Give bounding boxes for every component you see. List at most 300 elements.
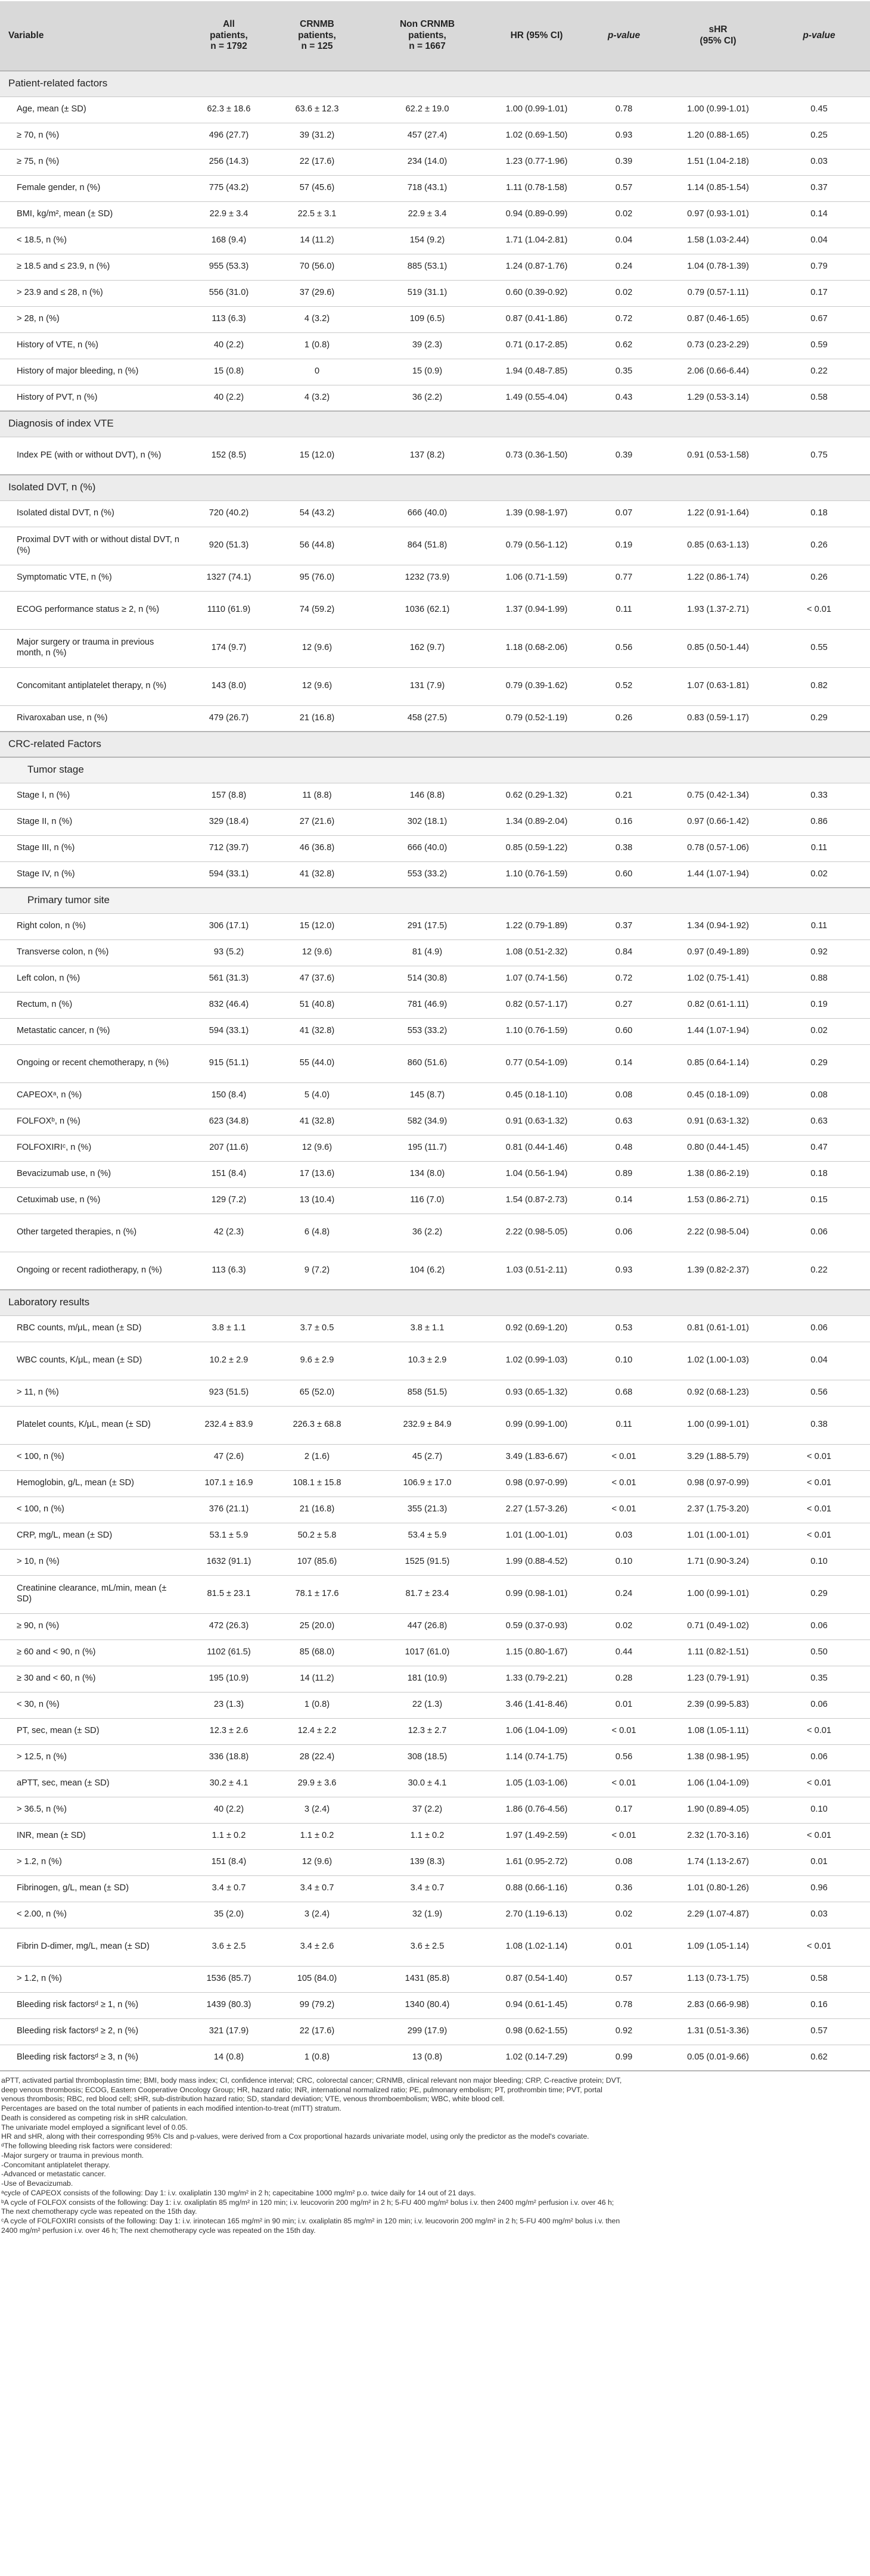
cell-p-value: 0.84 (580, 939, 668, 966)
footnote-line: -Advanced or metastatic cancer. (1, 2170, 106, 2179)
header-all-patients (185, 1, 273, 71)
header-line: Non CRNMB (399, 18, 455, 29)
cell-p-value-shr: 0.16 (768, 1992, 870, 2018)
cell-shr: 1.00 (0.99-1.01) (668, 1406, 768, 1444)
row-label: Metastatic cancer, n (%) (0, 1018, 185, 1044)
cell-crnmb: 1 (0.8) (273, 2045, 361, 2071)
cell-p-value-shr: 0.04 (768, 1342, 870, 1380)
cell-hr: 0.62 (0.29-1.32) (493, 783, 580, 809)
cell-crnmb: 11 (8.8) (273, 783, 361, 809)
cell-p-value: 0.08 (580, 1849, 668, 1875)
cell-crnmb: 3.7 ± 0.5 (273, 1315, 361, 1342)
cell-all-patients: 42 (2.3) (185, 1214, 273, 1252)
table-row (0, 1744, 870, 1771)
cell-all-patients: 3.8 ± 1.1 (185, 1315, 273, 1342)
cell-shr: 1.29 (0.53-3.14) (668, 385, 768, 411)
cell-all-patients: 1632 (91.1) (185, 1549, 273, 1575)
cell-all-patients: 623 (34.8) (185, 1109, 273, 1135)
table-row (0, 1575, 870, 1613)
cell-p-value: 0.10 (580, 1549, 668, 1575)
cell-non-crnmb: 355 (21.3) (361, 1497, 493, 1523)
cell-hr: 0.94 (0.61-1.45) (493, 1992, 580, 2018)
cell-shr: 1.31 (0.51-3.36) (668, 2018, 768, 2045)
cell-p-value-shr: 0.45 (768, 97, 870, 123)
cell-crnmb: 12 (9.6) (273, 1849, 361, 1875)
table-row (0, 175, 870, 201)
cell-shr: 1.01 (1.00-1.01) (668, 1523, 768, 1549)
table-row (0, 500, 870, 527)
cell-p-value: 0.52 (580, 667, 668, 705)
cell-p-value: 0.01 (580, 1928, 668, 1966)
cell-all-patients: 157 (8.8) (185, 783, 273, 809)
row-label: ≥ 75, n (%) (0, 149, 185, 175)
table-row (0, 228, 870, 254)
row-label: Creatinine clearance, mL/min, mean (± SD) (0, 1575, 185, 1613)
cell-hr: 0.98 (0.62-1.55) (493, 2018, 580, 2045)
cell-p-value: 0.07 (580, 500, 668, 527)
row-label: ECOG performance status ≥ 2, n (%) (0, 591, 185, 629)
cell-all-patients: 10.2 ± 2.9 (185, 1342, 273, 1380)
header-line: CRNMB (300, 18, 334, 29)
cell-shr: 0.73 (0.23-2.29) (668, 332, 768, 359)
cell-hr: 1.05 (1.03-1.06) (493, 1771, 580, 1797)
cell-crnmb: 21 (16.8) (273, 705, 361, 732)
cell-crnmb: 12 (9.6) (273, 629, 361, 667)
cell-p-value: 0.37 (580, 913, 668, 939)
header-p-value-shr (768, 1, 870, 71)
cell-p-value: 0.02 (580, 1902, 668, 1928)
cell-p-value: 0.56 (580, 629, 668, 667)
cell-p-value: 0.38 (580, 835, 668, 861)
cell-p-value-shr: 0.26 (768, 527, 870, 565)
cell-shr: 2.22 (0.98-5.04) (668, 1214, 768, 1252)
cell-non-crnmb: 291 (17.5) (361, 913, 493, 939)
header-line: sHR (709, 24, 728, 35)
cell-hr: 1.08 (1.02-1.14) (493, 1928, 580, 1966)
cell-shr: 1.38 (0.98-1.95) (668, 1744, 768, 1771)
cell-hr: 1.08 (0.51-2.32) (493, 939, 580, 966)
cell-hr: 0.45 (0.18-1.10) (493, 1082, 580, 1109)
cell-p-value: < 0.01 (580, 1470, 668, 1497)
cell-all-patients: 143 (8.0) (185, 667, 273, 705)
row-label: Left colon, n (%) (0, 966, 185, 992)
footnote-line: ᵃcycle of CAPEOX consists of the following: Day 1: i.v. oxaliplatin 130 mg/m² in 2 h; capecitabine 1000 mg/m² p.o. twice daily for 14 out of 21 days. (1, 2188, 476, 2197)
cell-crnmb: 12 (9.6) (273, 1135, 361, 1161)
cell-all-patients: 15 (0.8) (185, 359, 273, 385)
cell-non-crnmb: 181 (10.9) (361, 1666, 493, 1692)
cell-crnmb: 3 (2.4) (273, 1902, 361, 1928)
table-row (0, 1797, 870, 1823)
cell-shr: 0.78 (0.57-1.06) (668, 835, 768, 861)
table-row (0, 1018, 870, 1044)
cell-crnmb: 54 (43.2) (273, 500, 361, 527)
cell-p-value-shr: < 0.01 (768, 1470, 870, 1497)
table-row (0, 966, 870, 992)
cell-crnmb: 12 (9.6) (273, 667, 361, 705)
row-label: INR, mean (± SD) (0, 1823, 185, 1849)
table-row (0, 1966, 870, 1992)
cell-shr: 1.01 (0.80-1.26) (668, 1875, 768, 1902)
row-label: Stage I, n (%) (0, 783, 185, 809)
cell-all-patients: 47 (2.6) (185, 1444, 273, 1470)
cell-p-value: 0.53 (580, 1315, 668, 1342)
cell-p-value: 0.14 (580, 1187, 668, 1214)
cell-p-value-shr: 0.59 (768, 332, 870, 359)
cell-all-patients: 720 (40.2) (185, 500, 273, 527)
cell-hr: 1.00 (0.99-1.01) (493, 97, 580, 123)
cell-shr: 1.20 (0.88-1.65) (668, 123, 768, 149)
row-label: Bleeding risk factorsᵈ ≥ 3, n (%) (0, 2045, 185, 2071)
cell-p-value-shr: 0.17 (768, 280, 870, 306)
cell-crnmb: 25 (20.0) (273, 1613, 361, 1639)
cell-hr: 0.81 (0.44-1.46) (493, 1135, 580, 1161)
cell-shr: 1.38 (0.86-2.19) (668, 1161, 768, 1187)
table-row (0, 2045, 870, 2071)
cell-crnmb: 12.4 ± 2.2 (273, 1718, 361, 1744)
row-label: < 100, n (%) (0, 1497, 185, 1523)
cell-crnmb: 63.6 ± 12.3 (273, 97, 361, 123)
cell-hr: 0.71 (0.17-2.85) (493, 332, 580, 359)
cell-all-patients: 472 (26.3) (185, 1613, 273, 1639)
row-label: FOLFOXᵇ, n (%) (0, 1109, 185, 1135)
cell-non-crnmb: 146 (8.8) (361, 783, 493, 809)
cell-crnmb: 2 (1.6) (273, 1444, 361, 1470)
cell-crnmb: 107 (85.6) (273, 1549, 361, 1575)
cell-crnmb: 15 (12.0) (273, 913, 361, 939)
cell-hr: 1.24 (0.87-1.76) (493, 254, 580, 280)
cell-crnmb: 17 (13.6) (273, 1161, 361, 1187)
cell-all-patients: 23 (1.3) (185, 1692, 273, 1718)
cell-all-patients: 22.9 ± 3.4 (185, 201, 273, 228)
cell-non-crnmb: 447 (26.8) (361, 1613, 493, 1639)
cell-non-crnmb: 234 (14.0) (361, 149, 493, 175)
cell-p-value-shr: 0.63 (768, 1109, 870, 1135)
row-label: Rectum, n (%) (0, 992, 185, 1018)
cell-all-patients: 496 (27.7) (185, 123, 273, 149)
cell-p-value-shr: 0.06 (768, 1613, 870, 1639)
cell-p-value: 0.68 (580, 1380, 668, 1406)
cell-non-crnmb: 32 (1.9) (361, 1902, 493, 1928)
cell-p-value: 0.08 (580, 1082, 668, 1109)
cell-hr: 0.87 (0.41-1.86) (493, 306, 580, 332)
cell-crnmb: 57 (45.6) (273, 175, 361, 201)
cell-p-value-shr: 0.56 (768, 1380, 870, 1406)
cell-p-value-shr: 0.08 (768, 1082, 870, 1109)
row-label: Ongoing or recent chemotherapy, n (%) (0, 1044, 185, 1082)
cell-crnmb: 74 (59.2) (273, 591, 361, 629)
cell-non-crnmb: 45 (2.7) (361, 1444, 493, 1470)
cell-crnmb: 27 (21.6) (273, 809, 361, 835)
row-label: Symptomatic VTE, n (%) (0, 565, 185, 591)
cell-p-value-shr: 0.58 (768, 1966, 870, 1992)
cell-non-crnmb: 3.6 ± 2.5 (361, 1928, 493, 1966)
cell-hr: 2.27 (1.57-3.26) (493, 1497, 580, 1523)
cell-non-crnmb: 36 (2.2) (361, 385, 493, 411)
cell-non-crnmb: 860 (51.6) (361, 1044, 493, 1082)
cell-all-patients: 151 (8.4) (185, 1161, 273, 1187)
cell-hr: 1.22 (0.79-1.89) (493, 913, 580, 939)
cell-p-value: 0.93 (580, 1252, 668, 1290)
row-label: > 10, n (%) (0, 1549, 185, 1575)
table-row (0, 306, 870, 332)
cell-shr: 1.71 (0.90-3.24) (668, 1549, 768, 1575)
cell-all-patients: 14 (0.8) (185, 2045, 273, 2071)
cell-non-crnmb: 62.2 ± 19.0 (361, 97, 493, 123)
cell-non-crnmb: 3.4 ± 0.7 (361, 1875, 493, 1902)
header-shr (668, 1, 768, 71)
cell-shr: 0.98 (0.97-0.99) (668, 1470, 768, 1497)
cell-hr: 1.39 (0.98-1.97) (493, 500, 580, 527)
cell-p-value-shr: 0.06 (768, 1214, 870, 1252)
cell-all-patients: 113 (6.3) (185, 1252, 273, 1290)
cell-p-value-shr: < 0.01 (768, 1444, 870, 1470)
cell-shr: 0.82 (0.61-1.11) (668, 992, 768, 1018)
cell-p-value: 0.43 (580, 385, 668, 411)
cell-crnmb: 6 (4.8) (273, 1214, 361, 1252)
cell-p-value-shr: 0.96 (768, 1875, 870, 1902)
row-label: Index PE (with or without DVT), n (%) (0, 437, 185, 475)
cell-p-value-shr: 0.01 (768, 1849, 870, 1875)
cell-p-value-shr: 0.11 (768, 835, 870, 861)
cell-all-patients: 35 (2.0) (185, 1902, 273, 1928)
table-row (0, 913, 870, 939)
cell-hr: 0.82 (0.57-1.17) (493, 992, 580, 1018)
cell-hr: 0.94 (0.89-0.99) (493, 201, 580, 228)
cell-p-value-shr: 0.22 (768, 1252, 870, 1290)
cell-p-value-shr: 0.29 (768, 1044, 870, 1082)
cell-shr: 0.87 (0.46-1.65) (668, 306, 768, 332)
row-label: ≥ 70, n (%) (0, 123, 185, 149)
cell-all-patients: 329 (18.4) (185, 809, 273, 835)
cell-crnmb: 108.1 ± 15.8 (273, 1470, 361, 1497)
cell-p-value-shr: < 0.01 (768, 1718, 870, 1744)
cell-all-patients: 561 (31.3) (185, 966, 273, 992)
cell-crnmb: 51 (40.8) (273, 992, 361, 1018)
cell-hr: 1.02 (0.99-1.03) (493, 1342, 580, 1380)
cell-shr: 1.02 (1.00-1.03) (668, 1342, 768, 1380)
cell-shr: 1.90 (0.89-4.05) (668, 1797, 768, 1823)
cell-p-value-shr: 0.57 (768, 2018, 870, 2045)
cell-non-crnmb: 458 (27.5) (361, 705, 493, 732)
cell-non-crnmb: 15 (0.9) (361, 359, 493, 385)
cell-p-value: 0.57 (580, 1966, 668, 1992)
cell-hr: 1.03 (0.51-2.11) (493, 1252, 580, 1290)
row-label: FOLFOXIRIᶜ, n (%) (0, 1135, 185, 1161)
cell-non-crnmb: 131 (7.9) (361, 667, 493, 705)
cell-shr: 1.14 (0.85-1.54) (668, 175, 768, 201)
table-row (0, 1992, 870, 2018)
table-row (0, 1902, 870, 1928)
header-line: p-value (607, 30, 641, 41)
footnote-line: HR and sHR, along with their corresponding 95% CIs and p-values, were derived from a Cox proportional hazards univariate model, using only the predictor as the model's covariate. (1, 2132, 589, 2141)
cell-p-value: 0.11 (580, 1406, 668, 1444)
cell-shr: 1.93 (1.37-2.71) (668, 591, 768, 629)
table-row (0, 1928, 870, 1966)
cell-hr: 3.46 (1.41-8.46) (493, 1692, 580, 1718)
cell-non-crnmb: 12.3 ± 2.7 (361, 1718, 493, 1744)
cell-p-value-shr: 0.06 (768, 1744, 870, 1771)
table-row (0, 992, 870, 1018)
cell-hr: 0.87 (0.54-1.40) (493, 1966, 580, 1992)
table-row (0, 2018, 870, 2045)
cell-p-value: 0.48 (580, 1135, 668, 1161)
cell-hr: 1.23 (0.77-1.96) (493, 149, 580, 175)
cell-p-value-shr: 0.11 (768, 913, 870, 939)
cell-p-value-shr: 0.29 (768, 1575, 870, 1613)
row-label: Major surgery or trauma in previous month, n (%) (0, 629, 185, 667)
cell-hr: 0.85 (0.59-1.22) (493, 835, 580, 861)
cell-hr: 1.86 (0.76-4.56) (493, 1797, 580, 1823)
table-row (0, 1692, 870, 1718)
cell-p-value-shr: 0.25 (768, 123, 870, 149)
footnote-line: ᶜA cycle of FOLFOXIRI consists of the following: Day 1: i.v. irinotecan 165 mg/m² in 90 min; i.v. oxaliplatin 85 mg/m² in 120 min; i.v. leucovorin 200 mg/m² in 2 h; 5-FU 400 mg/m² bolus i.v. then (1, 2217, 620, 2226)
header-line: n = 1667 (409, 41, 446, 52)
table-row (0, 1135, 870, 1161)
footnote-line: -Concomitant antiplatelet therapy. (1, 2160, 110, 2169)
row-label: > 36.5, n (%) (0, 1797, 185, 1823)
cell-crnmb: 37 (29.6) (273, 280, 361, 306)
row-label: > 1.2, n (%) (0, 1849, 185, 1875)
cell-hr: 3.49 (1.83-6.67) (493, 1444, 580, 1470)
section-header-row (0, 71, 870, 97)
cell-p-value: 0.01 (580, 1692, 668, 1718)
row-label: < 30, n (%) (0, 1692, 185, 1718)
row-label: Transverse colon, n (%) (0, 939, 185, 966)
cell-crnmb: 1 (0.8) (273, 1692, 361, 1718)
cell-all-patients: 556 (31.0) (185, 280, 273, 306)
cell-hr: 0.99 (0.99-1.00) (493, 1406, 580, 1444)
cell-shr: 1.07 (0.63-1.81) (668, 667, 768, 705)
cell-non-crnmb: 885 (53.1) (361, 254, 493, 280)
cell-p-value: < 0.01 (580, 1497, 668, 1523)
table-row (0, 1613, 870, 1639)
cell-p-value-shr: 0.15 (768, 1187, 870, 1214)
row-label: History of VTE, n (%) (0, 332, 185, 359)
cell-p-value: 0.39 (580, 149, 668, 175)
table-row (0, 1044, 870, 1082)
cell-non-crnmb: 457 (27.4) (361, 123, 493, 149)
cell-p-value-shr: 0.18 (768, 500, 870, 527)
cell-shr: 1.39 (0.82-2.37) (668, 1252, 768, 1290)
table-row (0, 591, 870, 629)
header-line: n = 1792 (210, 41, 247, 52)
cell-crnmb: 78.1 ± 17.6 (273, 1575, 361, 1613)
cell-shr: 0.97 (0.93-1.01) (668, 201, 768, 228)
cell-p-value: 0.78 (580, 97, 668, 123)
footnote-line: aPTT, activated partial thromboplastin time; BMI, body mass index; CI, confidence interval; CRC, colorectal cancer; CRNMB, clinical relevant non major bleeding; CRP, C-reactive protein; DVT, (1, 2076, 622, 2085)
cell-non-crnmb: 864 (51.8) (361, 527, 493, 565)
cell-non-crnmb: 13 (0.8) (361, 2045, 493, 2071)
cell-non-crnmb: 154 (9.2) (361, 228, 493, 254)
cell-p-value: 0.27 (580, 992, 668, 1018)
table-row (0, 1315, 870, 1342)
cell-all-patients: 152 (8.5) (185, 437, 273, 475)
cell-crnmb: 226.3 ± 68.8 (273, 1406, 361, 1444)
cell-non-crnmb: 53.4 ± 5.9 (361, 1523, 493, 1549)
section-title: CRC-related Factors (0, 732, 870, 757)
cell-crnmb: 12 (9.6) (273, 939, 361, 966)
cell-crnmb: 3 (2.4) (273, 1797, 361, 1823)
cell-crnmb: 22 (17.6) (273, 149, 361, 175)
cell-non-crnmb: 1431 (85.8) (361, 1966, 493, 1992)
row-label: ≥ 60 and < 90, n (%) (0, 1639, 185, 1666)
cell-p-value-shr: 0.02 (768, 1018, 870, 1044)
table-row (0, 667, 870, 705)
cell-all-patients: 232.4 ± 83.9 (185, 1406, 273, 1444)
cell-shr: 1.02 (0.75-1.41) (668, 966, 768, 992)
cell-all-patients: 150 (8.4) (185, 1082, 273, 1109)
cell-p-value-shr: 0.86 (768, 809, 870, 835)
table-row (0, 629, 870, 667)
table-row (0, 1214, 870, 1252)
cell-non-crnmb: 109 (6.5) (361, 306, 493, 332)
row-label: < 18.5, n (%) (0, 228, 185, 254)
subsection-title: Tumor stage (0, 757, 870, 783)
cell-p-value: 0.26 (580, 705, 668, 732)
footnote-line: Death is considered as competing risk in sHR calculation. (1, 2113, 188, 2122)
cell-shr: 0.85 (0.64-1.14) (668, 1044, 768, 1082)
cell-crnmb: 5 (4.0) (273, 1082, 361, 1109)
cell-shr: 0.83 (0.59-1.17) (668, 705, 768, 732)
cell-p-value: 0.63 (580, 1109, 668, 1135)
cell-all-patients: 3.4 ± 0.7 (185, 1875, 273, 1902)
row-label: aPTT, sec, mean (± SD) (0, 1771, 185, 1797)
table-row (0, 705, 870, 732)
footnote-line: 2400 mg/m² perfusion i.v. over 46 h; The next chemotherapy cycle was repeated on the 15th day. (1, 2226, 316, 2235)
cell-non-crnmb: 553 (33.2) (361, 861, 493, 888)
cell-crnmb: 70 (56.0) (273, 254, 361, 280)
cell-p-value-shr: 0.67 (768, 306, 870, 332)
cell-shr: 1.04 (0.78-1.39) (668, 254, 768, 280)
cell-non-crnmb: 299 (17.9) (361, 2018, 493, 2045)
header-line: patients, (210, 30, 248, 41)
table-row (0, 1771, 870, 1797)
row-label: Fibrinogen, g/L, mean (± SD) (0, 1875, 185, 1902)
cell-hr: 1.14 (0.74-1.75) (493, 1744, 580, 1771)
cell-non-crnmb: 116 (7.0) (361, 1187, 493, 1214)
row-label: ≥ 30 and < 60, n (%) (0, 1666, 185, 1692)
cell-all-patients: 594 (33.1) (185, 861, 273, 888)
cell-p-value: 0.02 (580, 201, 668, 228)
table-row (0, 1639, 870, 1666)
cell-p-value: 0.28 (580, 1666, 668, 1692)
cell-p-value-shr: 0.26 (768, 565, 870, 591)
table-header (0, 1, 870, 71)
footnote-line: ᵇA cycle of FOLFOX consists of the following: Day 1: i.v. oxaliplatin 85 mg/m² in 120 min; i.v. leucovorin 200 mg/m² in 2 h; 5-FU 400 mg/m² bolus i.v. then 2400 mg/m² perfusion i.v. over 46 h; (1, 2198, 614, 2207)
row-label: > 28, n (%) (0, 306, 185, 332)
footnotes (0, 2071, 870, 2235)
cell-all-patients: 832 (46.4) (185, 992, 273, 1018)
cell-p-value: 0.06 (580, 1214, 668, 1252)
cell-p-value: 0.03 (580, 1523, 668, 1549)
cell-p-value-shr: 0.03 (768, 149, 870, 175)
cell-all-patients: 775 (43.2) (185, 175, 273, 201)
cell-crnmb: 41 (32.8) (273, 1109, 361, 1135)
cell-hr: 1.01 (1.00-1.01) (493, 1523, 580, 1549)
header-line: n = 125 (301, 41, 333, 52)
cell-p-value-shr: 0.33 (768, 783, 870, 809)
row-label: Bleeding risk factorsᵈ ≥ 1, n (%) (0, 1992, 185, 2018)
cell-crnmb: 47 (37.6) (273, 966, 361, 992)
header-crnmb-patients (273, 1, 361, 71)
cell-shr: 0.45 (0.18-1.09) (668, 1082, 768, 1109)
cell-p-value: 0.77 (580, 565, 668, 591)
cell-non-crnmb: 232.9 ± 84.9 (361, 1406, 493, 1444)
cell-p-value: 0.21 (580, 783, 668, 809)
header-line: (95% CI) (700, 36, 737, 46)
footnote-line: -Use of Bevacizumab. (1, 2179, 73, 2188)
cell-non-crnmb: 37 (2.2) (361, 1797, 493, 1823)
